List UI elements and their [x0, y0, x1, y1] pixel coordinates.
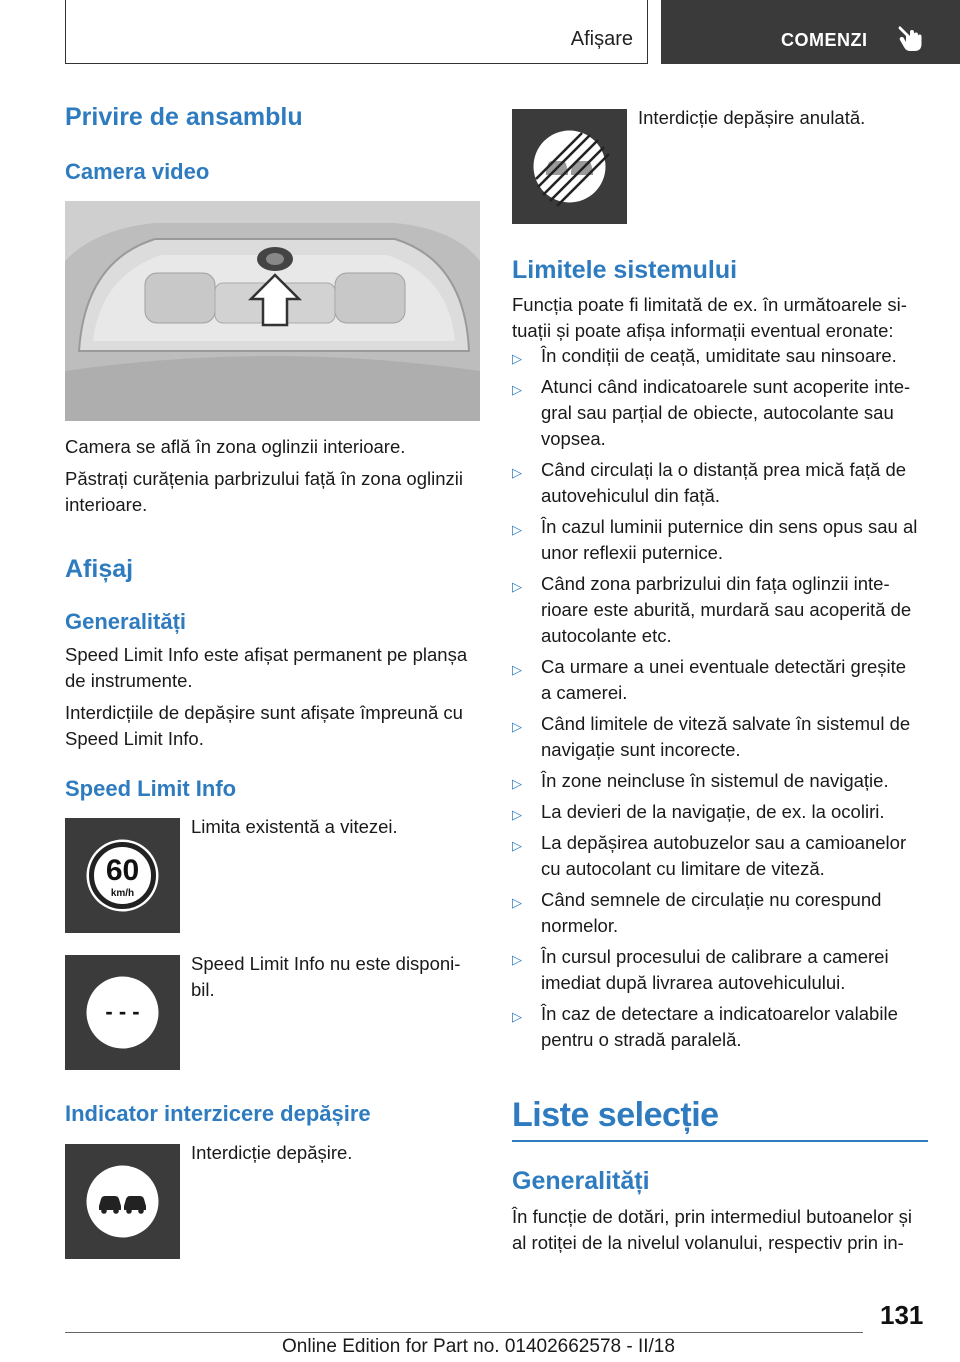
limit-item-line: cu autocolant cu limitare de viteză.: [541, 858, 825, 879]
heading-general: Generalități: [65, 609, 187, 634]
speed-limit-unavailable-dashes: - - -: [105, 999, 140, 1024]
footer-edition: Online Edition for Part no. 01402662578 - II/18: [282, 1336, 675, 1357]
header-section-tab[interactable]: [65, 0, 648, 64]
bullet-triangle-icon: ▷: [512, 351, 522, 366]
limit-item-line: gral sau parțial de obiecte, autocolante sau: [541, 402, 894, 423]
limit-item-line: pentru o stradă paralelă.: [541, 1029, 742, 1050]
heading-general-2: Generalități: [512, 1167, 650, 1195]
limit-item-line: În cursul procesului de calibrare a camerei: [541, 946, 889, 967]
general-text-2-line-2: Speed Limit Info.: [65, 728, 204, 749]
general-text-1-line-2: de instrumente.: [65, 670, 193, 691]
page-number: 131: [880, 1300, 924, 1330]
limit-item-line: Atunci când indicatoarele sunt acoperite inte-: [541, 376, 911, 397]
bullet-triangle-icon: ▷: [512, 465, 522, 480]
camera-text-2-line-2: interioare.: [65, 494, 148, 515]
camera-location-image: [65, 201, 480, 421]
limit-item: [512, 654, 928, 706]
header-chapter-tab[interactable]: [661, 0, 960, 64]
no-overtaking-sign-image: [65, 1144, 180, 1259]
overtaking-allowed-sign-image: [512, 109, 627, 224]
limit-item-line: Când semnele de circulație nu corespund: [541, 889, 882, 910]
limit-item: [512, 571, 928, 649]
header-chapter-label: COMENZI: [781, 30, 868, 50]
speed-limit-sign-image: [65, 818, 180, 933]
limit-item-line: normelor.: [541, 915, 619, 936]
heading-speed-limit-info: Speed Limit Info: [65, 776, 237, 801]
heading-system-limits: Limitele sistemului: [512, 256, 738, 284]
limit-item: [512, 768, 928, 794]
limit-item: [512, 374, 928, 452]
limit-item-line: autocolante etc.: [541, 625, 672, 646]
limit-item: [512, 1001, 928, 1053]
pointing-hand-icon: [897, 24, 923, 54]
limits-intro-line-2: tuații și poate afișa informații eventual eronate:: [512, 320, 894, 341]
overtaking-cancel-caption: Interdicție depășire anulată.: [638, 107, 866, 128]
bullet-triangle-icon: ▷: [512, 662, 522, 677]
limit-item-line: La devieri de la navigație, de ex. la ocoliri.: [541, 801, 885, 822]
no-overtaking-caption: Interdicție depășire.: [191, 1142, 353, 1163]
camera-text-2-line-1: Păstrați curățenia parbrizului față în zona oglinzii: [65, 468, 463, 489]
limit-item-line: În zone neincluse în sistemul de navigație.: [541, 770, 889, 791]
bullet-triangle-icon: ▷: [512, 895, 522, 910]
system-limits-list: [512, 343, 928, 1058]
speed-limit-unavailable-caption-line-2: bil.: [191, 979, 215, 1000]
limit-item: [512, 944, 928, 996]
limits-intro-line-1: Funcția poate fi limitată de ex. în următoarele si-: [512, 294, 907, 315]
heading-display: Afișaj: [65, 555, 134, 583]
limit-item: [512, 457, 928, 509]
heading-camera: Camera video: [65, 159, 210, 184]
bullet-triangle-icon: ▷: [512, 719, 522, 734]
limit-item-line: a camerei.: [541, 682, 628, 703]
lists-text-line-2: al rotiței de la nivelul volanului, respectiv prin in-: [512, 1232, 904, 1253]
limit-item: [512, 799, 928, 825]
speed-limit-caption: Limita existentă a vitezei.: [191, 816, 398, 837]
limit-item: [512, 711, 928, 763]
speed-limit-unit: km/h: [110, 888, 135, 899]
limit-item-line: În caz de detectare a indicatoarelor valabile: [541, 1003, 898, 1024]
speed-limit-unavailable-caption-line-1: Speed Limit Info nu este disponi-: [191, 953, 461, 974]
bullet-triangle-icon: ▷: [512, 382, 522, 397]
limit-item: [512, 343, 928, 369]
limit-item-line: unor reflexii puternice.: [541, 542, 724, 563]
heading-selection-lists: Liste selecție: [512, 1096, 719, 1134]
bullet-triangle-icon: ▷: [512, 952, 522, 967]
bullet-triangle-icon: ▷: [512, 522, 522, 537]
footer-rule: [65, 1332, 863, 1333]
general-text-2-line-1: Interdicțiile de depășire sunt afișate împreună cu: [65, 702, 463, 723]
speed-limit-value: 60: [105, 854, 140, 887]
general-text-1-line-1: Speed Limit Info este afișat permanent pe planșa: [65, 644, 468, 665]
limit-item: [512, 830, 928, 882]
heading-overview: Privire de ansamblu: [65, 103, 303, 131]
bullet-triangle-icon: ▷: [512, 807, 522, 822]
lists-text-line-1: În funcție de dotări, prin intermediul butoanelor și: [512, 1206, 913, 1227]
limit-item-line: Când limitele de viteză salvate în sistemul de: [541, 713, 911, 734]
camera-text-1: Camera se află în zona oglinzii interioare.: [65, 436, 406, 457]
limit-item-line: imediat după livrarea autovehiculului.: [541, 972, 846, 993]
limit-item-line: autovehiculul din față.: [541, 485, 720, 506]
speed-limit-unavailable-sign-image: [65, 955, 180, 1070]
bullet-triangle-icon: ▷: [512, 1009, 522, 1024]
limit-item-line: Ca urmare a unei eventuale detectări greșite: [541, 656, 907, 677]
bullet-triangle-icon: ▷: [512, 579, 522, 594]
limit-item-line: Când zona parbrizului din fața oglinzii inte-: [541, 573, 890, 594]
limit-item: [512, 514, 928, 566]
heading-overtake-indicator: Indicator interzicere depășire: [65, 1101, 371, 1126]
bullet-triangle-icon: ▷: [512, 776, 522, 791]
limit-item: [512, 887, 928, 939]
bullet-triangle-icon: ▷: [512, 838, 522, 853]
limit-item-line: La depășirea autobuzelor sau a camioanelor: [541, 832, 907, 853]
heading-rule: [512, 1140, 928, 1142]
header-section-label: Afișare: [570, 28, 633, 50]
limit-item-line: În condiții de ceață, umiditate sau ninsoare.: [541, 345, 897, 366]
limit-item-line: Când circulați la o distanță prea mică față de: [541, 459, 907, 480]
limit-item-line: În cazul luminii puternice din sens opus sau al: [541, 516, 918, 537]
limit-item-line: navigație sunt incorecte.: [541, 739, 741, 760]
limit-item-line: rioare este aburită, murdară sau acoperită de: [541, 599, 912, 620]
limit-item-line: vopsea.: [541, 428, 606, 449]
